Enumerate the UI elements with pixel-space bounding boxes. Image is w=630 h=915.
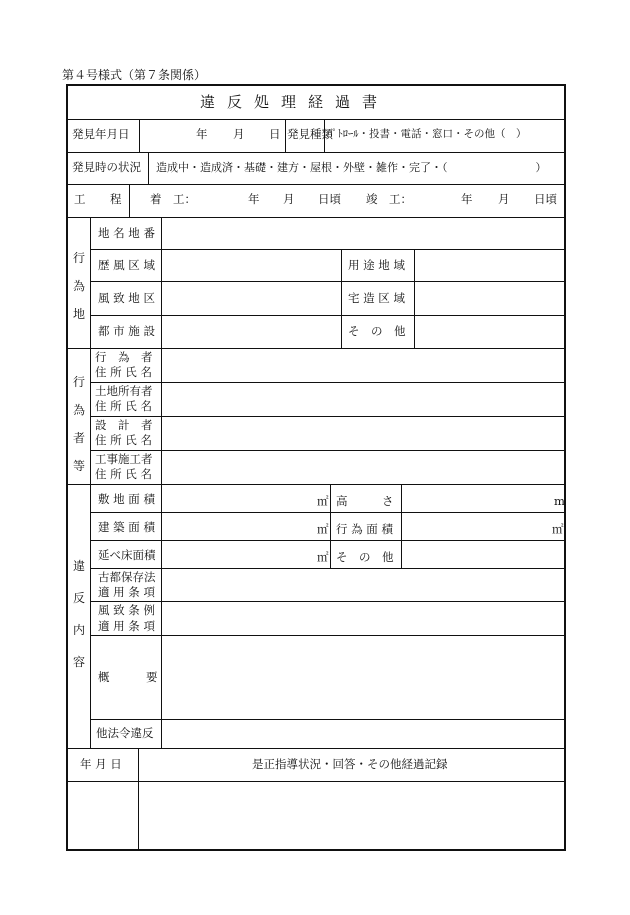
log-date-header: 年 月 日 (80, 757, 122, 771)
actors-heading-2: 為 (72, 403, 85, 417)
law-line1: 風 致 条 例 (98, 603, 155, 617)
site-right-label: そ の 他 (348, 324, 406, 338)
rule (148, 152, 149, 184)
site-heading-1: 行 (72, 251, 85, 265)
rule (138, 748, 139, 851)
rule (129, 184, 130, 217)
end-month: 月 (498, 192, 510, 206)
rule (414, 249, 415, 348)
situation-label: 発見時の状況 (72, 160, 141, 174)
actor-line1: 行 為 者 (95, 350, 153, 364)
site-row-label: 歴 風 区 域 (98, 258, 155, 272)
violation-row-label: 敷 地 面 積 (98, 492, 155, 506)
unit-sqm: ㎡ (317, 522, 329, 536)
actors-heading-3: 者 (72, 431, 85, 445)
site-row-label: 風 致 地 区 (98, 291, 155, 305)
process-label-a: 工 (74, 192, 86, 206)
actor-line2: 住 所 氏 名 (95, 365, 152, 379)
end-day: 日頃 (534, 192, 557, 206)
rule (90, 217, 91, 748)
rule (68, 119, 564, 120)
site-heading-2: 為 (72, 279, 85, 293)
violation-heading-3: 内 (72, 623, 85, 637)
unit-m: m (554, 494, 565, 508)
rule (139, 119, 140, 152)
site-row-label: 地 名 地 番 (98, 226, 155, 240)
law-line2: 適 用 条 項 (98, 619, 155, 633)
unit-sqm: ㎡ (552, 522, 564, 536)
rule (68, 217, 564, 218)
discovery-type-label: 発見種類 (287, 127, 333, 141)
start-year: 年 (248, 192, 260, 206)
actor-line1: 工事施工者 (95, 452, 153, 466)
rule (68, 748, 564, 749)
end-label: 竣 工： (366, 192, 412, 206)
process-label-b: 程 (110, 192, 122, 206)
violation-heading-1: 違 (72, 559, 85, 573)
start-month: 月 (283, 192, 295, 206)
situation-options: 造成中・造成済・基礎・建方・屋根・外壁・雑作・完了・（ ） (156, 161, 547, 174)
violation-heading-2: 反 (72, 591, 85, 605)
unit-sqm: ㎡ (317, 550, 329, 564)
rule (68, 484, 564, 485)
discovery-date-label: 発見年月日 (72, 127, 130, 141)
actors-heading-4: 等 (72, 459, 85, 473)
actor-line2: 住 所 氏 名 (95, 433, 152, 447)
month-label: 月 (233, 127, 245, 141)
rule (285, 119, 286, 152)
rule (401, 484, 402, 568)
log-record-header: 是正指導状況・回答・その他経過記録 (252, 757, 448, 771)
violation-row-label: 建 築 面 積 (98, 520, 155, 534)
rule (68, 781, 564, 782)
violation-row-label: 延べ床面積 (98, 548, 156, 562)
form-number-label: 第４号様式（第７条関係） (62, 68, 207, 82)
actors-heading-1: 行 (72, 375, 85, 389)
unit-sqm: ㎡ (317, 494, 329, 508)
rule (341, 249, 342, 348)
rule (68, 348, 564, 349)
violation-heading-4: 容 (72, 655, 85, 669)
summary-label-b: 要 (146, 670, 158, 684)
form-title: 違反処理経過書 (200, 93, 390, 111)
violation-right-label: そ の 他 (336, 550, 394, 564)
discovery-type-options: ﾊﾟﾄﾛｰﾙ・投書・電話・窓口・その他（ ） (327, 128, 527, 140)
day-label: 日 (269, 127, 281, 141)
law-line2: 適 用 条 項 (98, 585, 155, 599)
actor-line2: 住 所 氏 名 (95, 467, 152, 481)
start-day: 日頃 (318, 192, 341, 206)
violation-record-form (66, 84, 566, 851)
rule (68, 152, 564, 153)
actor-line1: 土地所有者 (95, 384, 153, 398)
other-law-label: 他法令違反 (96, 726, 154, 740)
end-year: 年 (461, 192, 473, 206)
site-right-label: 用 途 地 域 (348, 258, 405, 272)
rule (68, 184, 564, 185)
site-right-label: 宅 造 区 域 (348, 291, 405, 305)
site-row-label: 都 市 施 設 (98, 324, 155, 338)
rule (161, 217, 162, 748)
summary-label-a: 概 (98, 670, 110, 684)
violation-right-label: 高 さ (336, 494, 394, 508)
violation-right-label: 行 為 面 積 (336, 522, 393, 536)
rule (330, 484, 331, 568)
year-label: 年 (196, 127, 208, 141)
actor-line1: 設 計 者 (95, 418, 153, 432)
site-heading-3: 地 (72, 307, 85, 321)
law-line1: 古都保存法 (98, 570, 156, 584)
actor-line2: 住 所 氏 名 (95, 399, 152, 413)
start-label: 着 工： (150, 192, 196, 206)
